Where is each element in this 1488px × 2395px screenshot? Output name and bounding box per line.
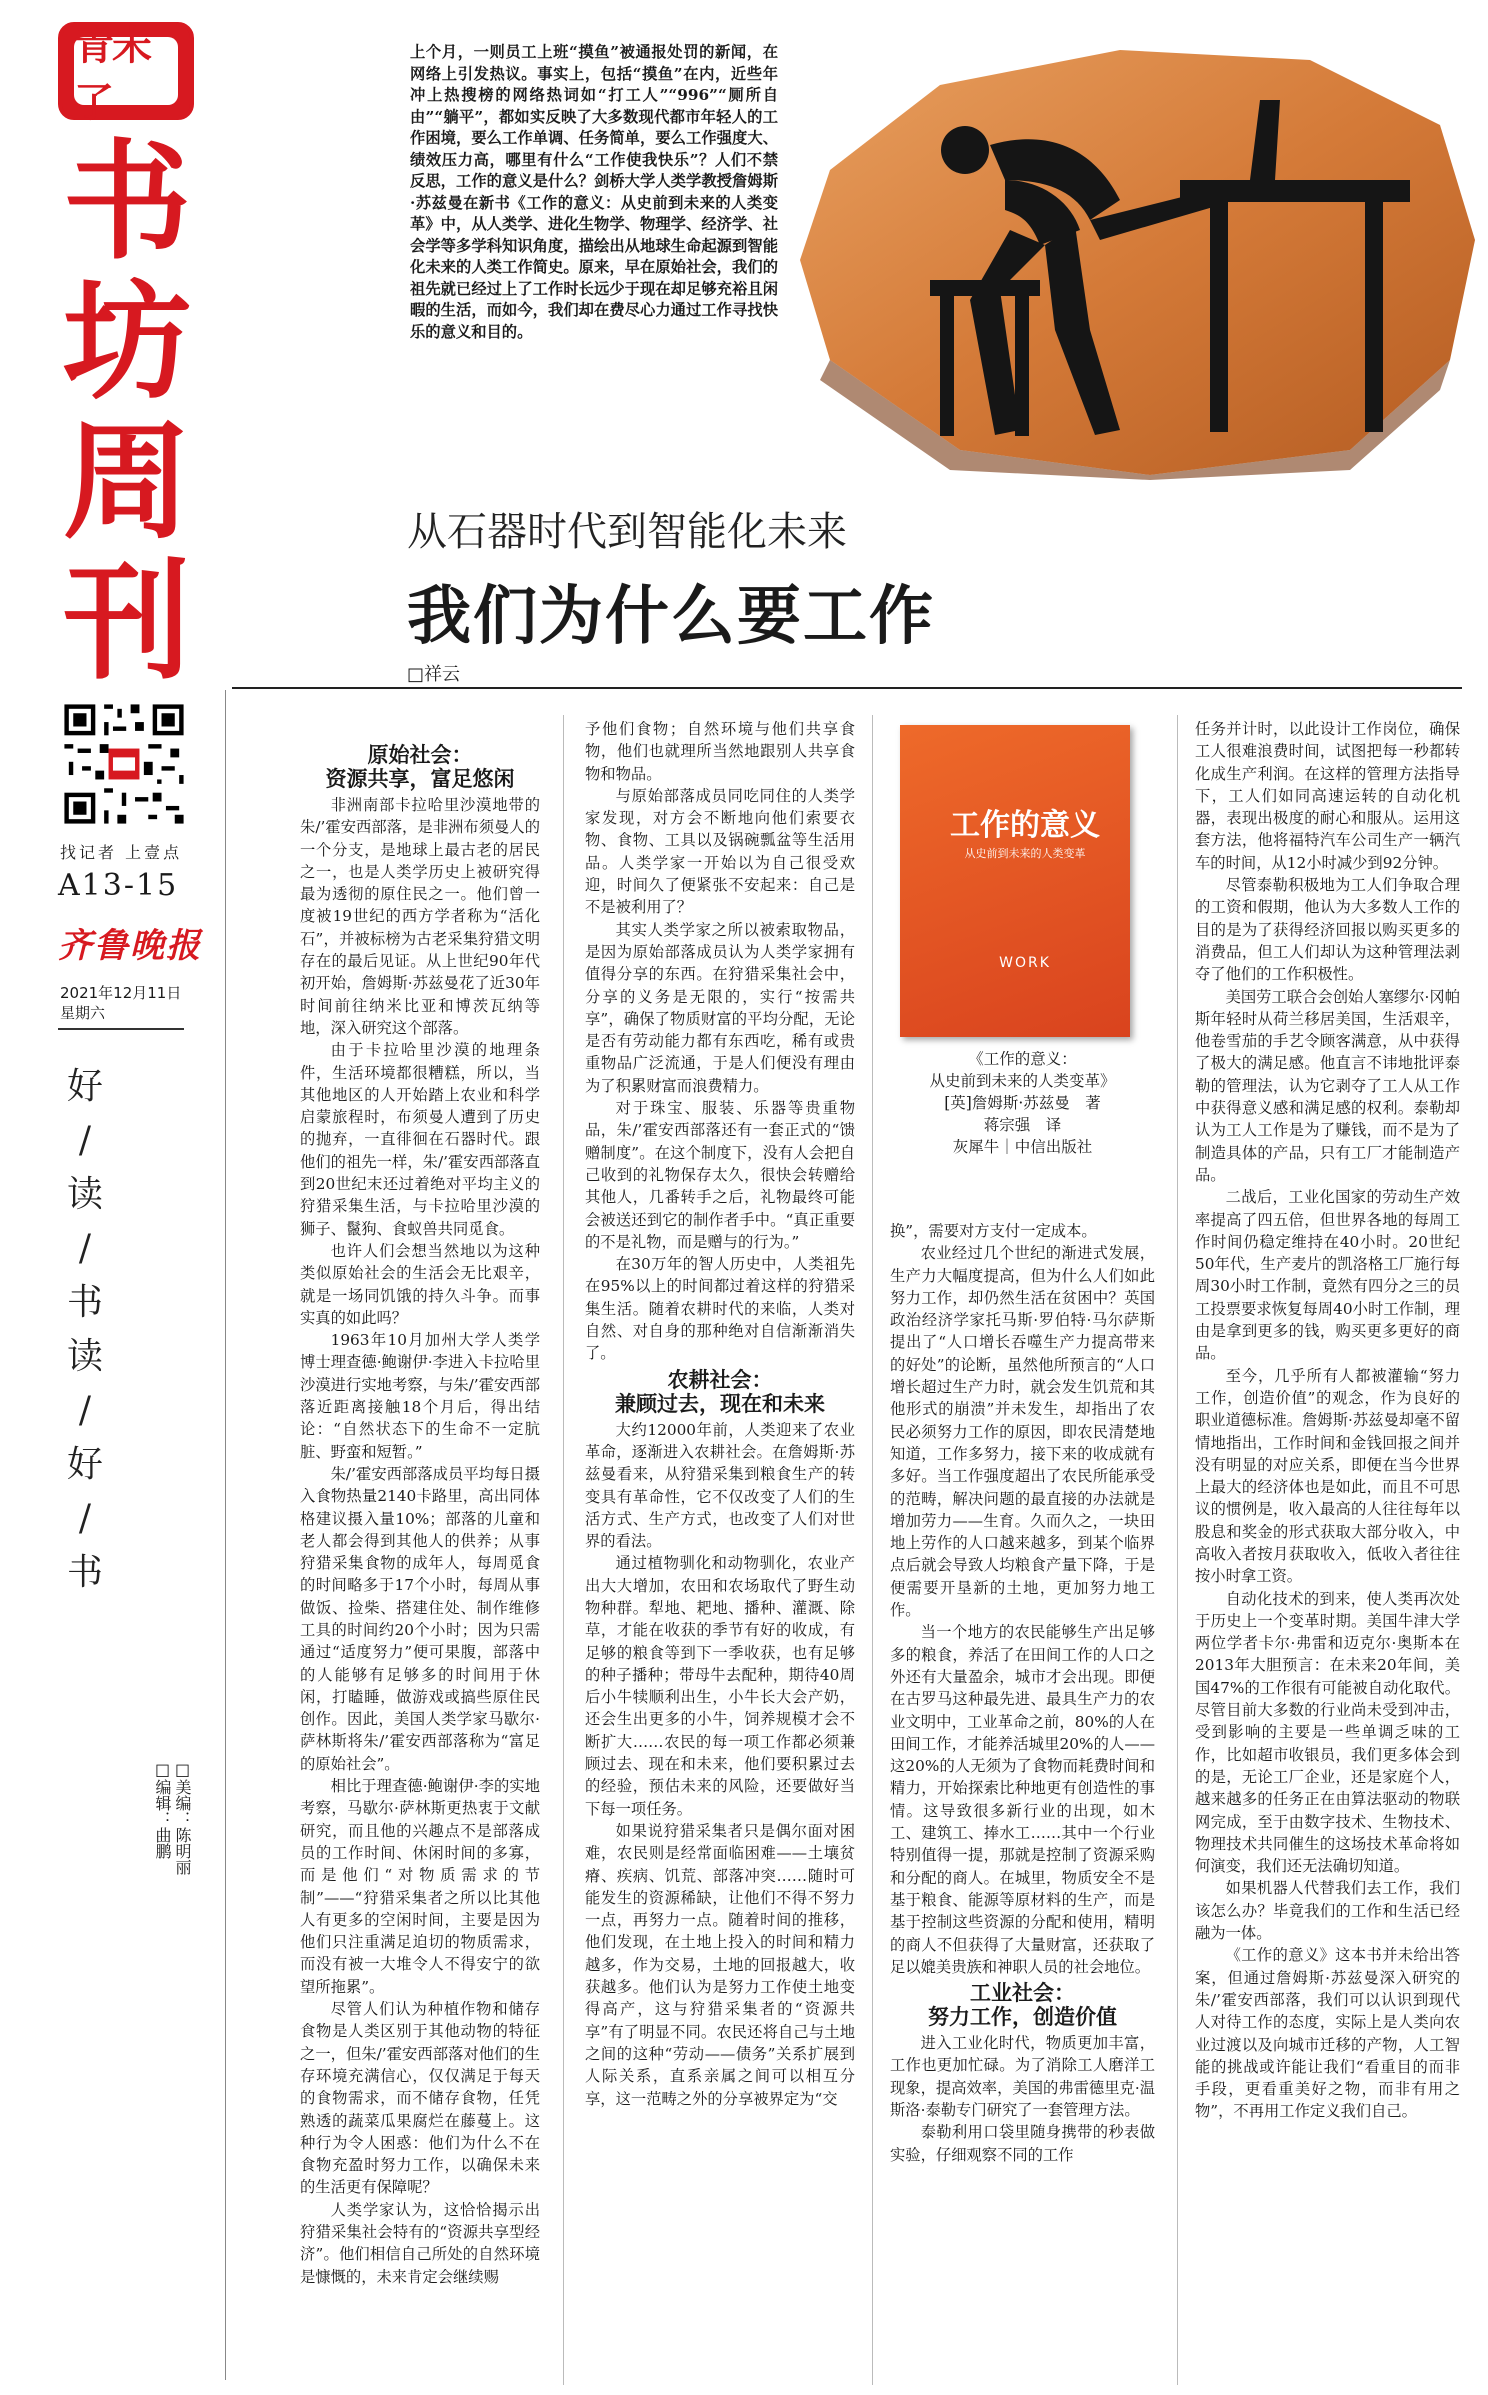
section-heading: 原始社会：: [367, 742, 473, 767]
newspaper-name: 齐鲁晚报: [58, 926, 202, 966]
paragraph: 二战后，工业化国家的劳动生产效率提高了四五倍，但世界各地的每周工作时间仍稳定维持在40小时。20世纪50年代，生产麦片的凯洛格工厂施行每周30小时工作制，竟然有四分之三的员工投票要求恢复每周40小时工作制，理由是拿到更多的钱，购买更多更好的商品。: [1195, 1188, 1460, 1363]
paragraph: 相比于理查德·鲍谢伊·李的实地考察，马歇尔·萨林斯更热衷于文献研究，而且他的兴趣点不是部落成员的工作时间、休闲时间的多寡，而是他们“对物质需求的节制”——“狩猎采集者之所以比其他人有更多的空闲时间，主要是因为他们只注重满足迫切的物质需求，而没有被一大堆令人不得安宁的欲望所拖累”。: [300, 1777, 540, 1996]
paragraph: 农业经过几个世纪的渐进式发展，生产力大幅度提高，但为什么人们如此努力工作，却仍然生活在贫困中？英国政治经济学家托马斯·罗伯特·马尔萨斯提出了“人口增长吞噬生产力提高带来的好处”的论断，虽然他所预言的“人口增长超过生产力时，就会发生饥荒和其他形式的崩溃”并未发生，却指出了农民必须努力工作的原因，即农民清楚地知道，工作多努力，接下来的收成就有多好。当工作强度超出了农民所能承受的范畴，解决问题的最直接的办法就是增加劳力——生育。久而久之，一块田地上劳作的人口越来越多，到某个临界点后就会导致人均粮食产量下降，于是便需要开垦新的土地，更加努力地工作。: [890, 1244, 1155, 1620]
paragraph: 泰勒利用口袋里随身携带的秒表做实验，仔细观察不同的工作: [890, 2123, 1155, 2164]
masthead-char-3: 周: [62, 408, 191, 557]
slogan-char: /: [78, 1228, 92, 1269]
article-subtitle: 从石器时代到智能化未来: [407, 509, 847, 555]
paragraph: 朱/’霍安西部落成员平均每日摄入食物热量2140卡路里，高出同体格建议摄入量10%；部落的儿童和老人都会得到其他人的供养；从事狩猎采集食物的成年人，每周觅食的时间略多于17个小时，每周从事做饭、捡柴、搭建住处、制作维修工具的时间约20个小时；因为只需通过“适度努力”便可果腹，部落中的人能够有足够多的时间用于休闲，打瞌睡，做游戏或搞些原住民创作。因此，美国人类学家马歇尔·萨林斯将朱/’霍安西部落称为“富足的原始社会”。: [300, 1464, 540, 1773]
masthead-divider: [58, 1028, 184, 1030]
masthead-char-1: 书: [62, 128, 191, 277]
paragraph: 当一个地方的农民能够生产出足够多的粮食，养活了在田间工作的人口之外还有大量盈余，城市才会出现。即便在古罗马这种最先进、最具生产力的农业文明中，工业革命之前，80%的人在田间工作，才能养活城里20%的人——这20%的人无须为了食物而耗费时间和精力，开始探索比种地更有创造性的事情。这导致很多新行业的出现，如木工、建筑工、捧水工……其中一个行业特别值得一提，那就是控制了资源采购和分配的商人。在城里，物质安全不是基于粮食、能源等原材料的生产，而是基于控制这些资源的分配和使用，精明的商人不但获得了大量财富，还获取了足以媲美贵族和神职人员的社会地位。: [890, 1623, 1155, 1976]
book-cover: [900, 725, 1130, 1037]
slogan-char: 读: [66, 1336, 103, 1377]
paragraph: 自动化技术的到来，使人类再次处于历史上一个变革时期。美国牛津大学两位学者卡尔·弗雷和迈克尔·奥斯本在2013年大胆预言：在未来20年间，美国47%的工作很有可能被自动化取代。尽管目前大多数的行业尚未受到冲击，受到影响的主要是一些单调乏味的工作，比如超市收银员，我们更多体会到的是，无论工厂企业，还是家庭个人，越来越多的任务正在由算法驱动的物联网完成，至于由数字技术、生物技术、物理技术共同催生的这场技术革命将如何演变，我们还无法确切知道。: [1195, 1589, 1460, 1876]
column-rule: [563, 715, 564, 2385]
editor-credit: □编辑：曲鹏: [153, 1760, 172, 1859]
paragraph: 尽管泰勒积极地为工人们争取合理的工资和假期，他认为大多数人工作的目的是为了获得经济回报以购买更多的消费品，但工人们却认为这种管理法剥夺了他们的工作积极性。: [1195, 876, 1460, 984]
paragraph: 通过植物驯化和动物驯化，农业产出大大增加，农田和农场取代了野生动物种群。犁地、耙地、播种、灌溉、除草，才能在收获的季节有好的收成，有足够的粮食等到下一季收获，也有足够的种子播种；带母牛去配种，期待40周后小牛犊顺利出生，小牛长大会产奶，还会生出更多的小牛，饲养规模才会不断扩大……农民的每一项工作都必须兼顾过去、现在和未来，他们要积累过去的经验，预估未来的风险，还要做好当下每一项任务。: [585, 1554, 855, 1818]
paragraph: 换”，需要对方支付一定成本。: [890, 1222, 1097, 1240]
caption-line: 从史前到未来的人类变革》: [929, 1072, 1116, 1090]
slogan-char: 好: [66, 1444, 103, 1485]
designer-credit: □美编：陈明丽: [173, 1760, 192, 1875]
intro-lead: 上个月，一则员工上班“摸鱼”被通报处罚的新闻，在网络上引发热议。事实上，包括“摸鱼”在内，近些年冲上热搜榜的网络热词如“打工人”“996”“厕所自由”“躺平”，都如实反映了大多数现代都市年轻人的工作困境，要么工作单调、任务简单，要么工作强度大、绩效压力高，哪里有什么“工作使我快乐”？人们不禁反思，工作的意义是什么？剑桥大学人类学教授詹姆斯·苏兹曼在新书《工作的意义：从史前到未来的人类变革》中，从人类学、进化生物学、物理学、经济学、社会学等多学科知识角度，描绘出从地球生命起源到智能化未来的人类工作简史。原来，早在原始社会，我们的祖先就已经过上了工作时长远少于现在却足够充裕且闲暇的生活，而如今，我们却在费尽心力通过工作寻找快乐的意义和目的。: [410, 43, 778, 341]
paragraph: 由于卡拉哈里沙漠的地理条件，生活环境都很糟糕，所以，当其他地区的人开始踏上农业和科学启蒙旅程时，布须曼人遭到了历史的抛弃，一直徘徊在石器时代。跟他们的祖先一样，朱/’霍安西部落直到20世纪末还过着绝对平均主义的狩猎采集生活，与卡拉哈里沙漠的狮子、鬣狗、食蚁兽共同觅食。: [300, 1041, 540, 1238]
paragraph: 如果机器人代替我们去工作，我们该怎么办？毕竟我们的工作和生活已经融为一体。: [1195, 1879, 1460, 1943]
book-cover-english: WORK: [999, 955, 1051, 971]
vertical-slogan: [60, 1060, 110, 1600]
column-rule: [1177, 715, 1178, 2385]
slogan-char: 读: [66, 1174, 103, 1215]
paragraph: 也许人们会想当然地以为这种类似原始社会的生活会无比艰辛，就是一场同饥饿的持久斗争。而事实真的如此吗？: [300, 1241, 540, 1327]
paragraph: 至今，几乎所有人都被灌输“努力工作，创造价值”的观念，作为良好的职业道德标准。詹姆斯·苏兹曼却毫不留情地指出，工作时间和金钱回报之间并没有明显的对应关系，即便在当今世界上最大的经济体也是如此，而且不可思议的惯例是，收入最高的人往往每年以股息和奖金的形式获取大部分收入，中高收入者按月获取收入，低收入者往往按小时拿工资。: [1195, 1366, 1460, 1586]
column-rule: [872, 715, 873, 2385]
paragraph: 在30万年的智人历史中，人类祖先在95%以上的时间都过着这样的狩猎采集生活。随着农耕时代的来临，人类对自然、对自身的那种绝对自信渐渐消失了。: [585, 1255, 855, 1363]
section-subheading: 资源共享，富足悠闲: [325, 766, 515, 791]
paragraph: 非洲南部卡拉哈里沙漠地带的朱/’霍安西部落，是非洲布须曼人的一个分支，是地球上最古老的居民之一，也是人类学历史上被研究得最为透彻的原住民之一。他们曾一度被19世纪的西方学者称为“活化石”，并被标榜为古老采集狩猎文明存在的最后见证。从上世纪90年代初开始，詹姆斯·苏兹曼花了近30年时间前往纳米比亚和博茨瓦纳等地，深入研究这个部落。: [300, 796, 540, 1037]
paragraph: 尽管人们认为种植作物和储存食物是人类区别于其他动物的特征之一，但朱/’霍安西部落对他们的生存环境充满信心，仅仅满足于每天的食物需求，而不储存食物，任凭熟透的蔬菜瓜果腐烂在藤蔓上。这种行为令人困惑：他们为什么不在食物充盈时努力工作，以确保未来的生活更有保障呢？: [300, 2000, 540, 2197]
article-column-1: [300, 740, 540, 2288]
caption-line: 《工作的意义：: [968, 1050, 1077, 1068]
masthead-char-4: 刊: [62, 548, 191, 697]
caption-line: 灰犀牛｜中信出版社: [952, 1138, 1093, 1156]
issue-date: 2021年12月11日: [60, 984, 182, 1002]
section-subheading: 努力工作，创造价值: [928, 2004, 1117, 2030]
slogan-char: 书: [66, 1552, 103, 1593]
article-column-3: [890, 1220, 1155, 2166]
paragraph: 予他们食物；自然环境与他们共享食物，他们也就理所当然地跟别人共享食物和物品。: [585, 720, 855, 783]
logo-text: 青未了: [74, 37, 178, 105]
reporter-slogan: 找记者 上壹点: [60, 843, 183, 862]
slogan-char: 书: [66, 1282, 103, 1323]
paragraph: 《工作的意义》这本书并未给出答案，但通过詹姆斯·苏兹曼深入研究的朱/’霍安西部落，我们可以认识到现代人对待工作的态度，实际上是人类向农业过渡以及向城市迁移的产物，人工智能的挑战或许能让我们“看重目的而非手段，更看重美好之物，而非有用之物”，不再用工作定义我们自己。: [1195, 1946, 1460, 2121]
article-title: 我们为什么要工作: [407, 579, 935, 654]
qr-code[interactable]: [60, 700, 188, 828]
paragraph: 进入工业化时代，物质更加丰富，工作也更加忙碌。为了消除工人磨洋工现象，提高效率，美国的弗雷德里克·温斯洛·泰勒专门研究了一套管理方法。: [890, 2034, 1155, 2119]
article-author: □祥云: [407, 664, 461, 685]
issue-weekday: 星期六: [60, 1004, 106, 1022]
book-cover-subtitle: 从史前到未来的人类变革: [964, 847, 1086, 860]
paragraph: 与原始部落成员同吃同住的人类学家发现，对方会不断地向他们索要衣物、食物、工具以及锅碗瓢盆等生活用品。人类学家一开始以为自己很受欢迎，时间久了便紧张不安起来：自己是不是被利用了？: [585, 786, 855, 917]
section-heading: 工业社会：: [970, 1980, 1075, 2006]
paragraph: 对于珠宝、服装、乐器等贵重物品，朱/’霍安西部落还有一套正式的“馈赠制度”。在这个制度下，没有人会把自己收到的礼物保存太久，很快会转赠给其他人，几番转手之后，礼物最终可能会被送还到它的制作者手中。“真正重要的不是礼物，而是赠与的行为。”: [585, 1099, 855, 1251]
header-divider: [232, 687, 1462, 689]
slogan-char: 好: [66, 1066, 103, 1107]
slogan-char: /: [78, 1498, 92, 1539]
book-caption: [890, 1048, 1155, 1158]
editor-credits: [152, 1760, 192, 1990]
book-cover-title: 工作的意义: [950, 808, 1100, 843]
slogan-char: /: [78, 1120, 92, 1161]
brand-logo: [58, 22, 194, 126]
paragraph: 任务并计时，以此设计工作岗位，确保工人很难浪费时间，试图把每一秒都转化成生产利润。在这样的管理方法指导下，工人们如同高速运转的自动化机器，表现出极度的耐心和服从。运用这套方法，他将福特汽车公司生产一辆汽车的时间，从12小时减少到92分钟。: [1195, 720, 1460, 872]
paragraph: 1963年10月加州大学人类学博士理查德·鲍谢伊·李进入卡拉哈里沙漠进行实地考察，与朱/’霍安西部落近距离接触18个月后，得出结论：“自然状态下的生命不一定肮脏、野蛮和短暂。”: [300, 1331, 540, 1461]
stone-tablet-illustration: [790, 30, 1480, 480]
article-column-4: [1195, 718, 1460, 2123]
paragraph: 人类学家认为，这恰恰揭示出狩猎采集社会特有的“资源共享型经济”。他们相信自己所处的自然环境是慷慨的，未来肯定会继续赐: [300, 2200, 540, 2286]
caption-line: 蒋宗强 译: [983, 1116, 1062, 1134]
slogan-char: /: [78, 1390, 92, 1431]
section-heading: 农耕社会：: [667, 1366, 773, 1392]
paragraph: 其实人类学家之所以被索取物品，是因为原始部落成员认为人类学家拥有值得分享的东西。在狩猎采集社会中，分享的义务是无限的，实行“按需共享”，确保了物质财富的平均分配，无论是否有劳动能力都有东西吃，稀有或贵重物品广泛流通，于是人们便没有理由为了积累财富而浪费精力。: [585, 920, 855, 1095]
paragraph: 如果说狩猎采集者只是偶尔面对困难，农民则是经常面临困难——土壤贫瘠、疾病、饥荒、部落冲突……随时可能发生的资源稀缺，让他们不得不努力一点，再努力一点。随着时间的推移，他们发现，在土地上投入的时间和精力越多，作为交易，土地的回报越大，收获越多。他们认为是努力工作使土地变得高产，这与狩猎采集者的“资源共享”有了明显不同。农民还将自己与土地之间的这种“劳动——债务”关系扩展到人际关系，直系亲属之间可以相互分享，这一范畴之外的分享被界定为“交: [585, 1821, 855, 2108]
section-subheading: 兼顾过去，现在和未来: [615, 1390, 825, 1416]
paragraph: 大约12000年前，人类迎来了农业革命，逐渐进入农耕社会。在詹姆斯·苏兹曼看来，从狩猎采集到粮食生产的转变具有革命性，它不仅改变了人们的生活方式、生产方式，也改变了人们对世界的看法。: [585, 1420, 855, 1551]
article-column-2: [585, 718, 855, 2110]
paragraph: 美国劳工联合会创始人塞缪尔·冈帕斯年轻时从荷兰移居美国，生活艰辛，他卷雪茄的手艺令顾客满意，从中获得了极大的满足感。他直言不讳地批评泰勒的管理法，认为它剥夺了工人从工作中获得意义感和满足感的权利。泰勒却认为工人工作是为了赚钱，而不是为了制造具体的产品，只有工厂才能制造产品。: [1195, 987, 1460, 1184]
masthead-char-2: 坊: [62, 268, 191, 417]
caption-line: [英]詹姆斯·苏兹曼 著: [944, 1094, 1101, 1112]
page-range: A13-15: [58, 868, 179, 903]
left-margin-rule: [225, 690, 226, 2380]
